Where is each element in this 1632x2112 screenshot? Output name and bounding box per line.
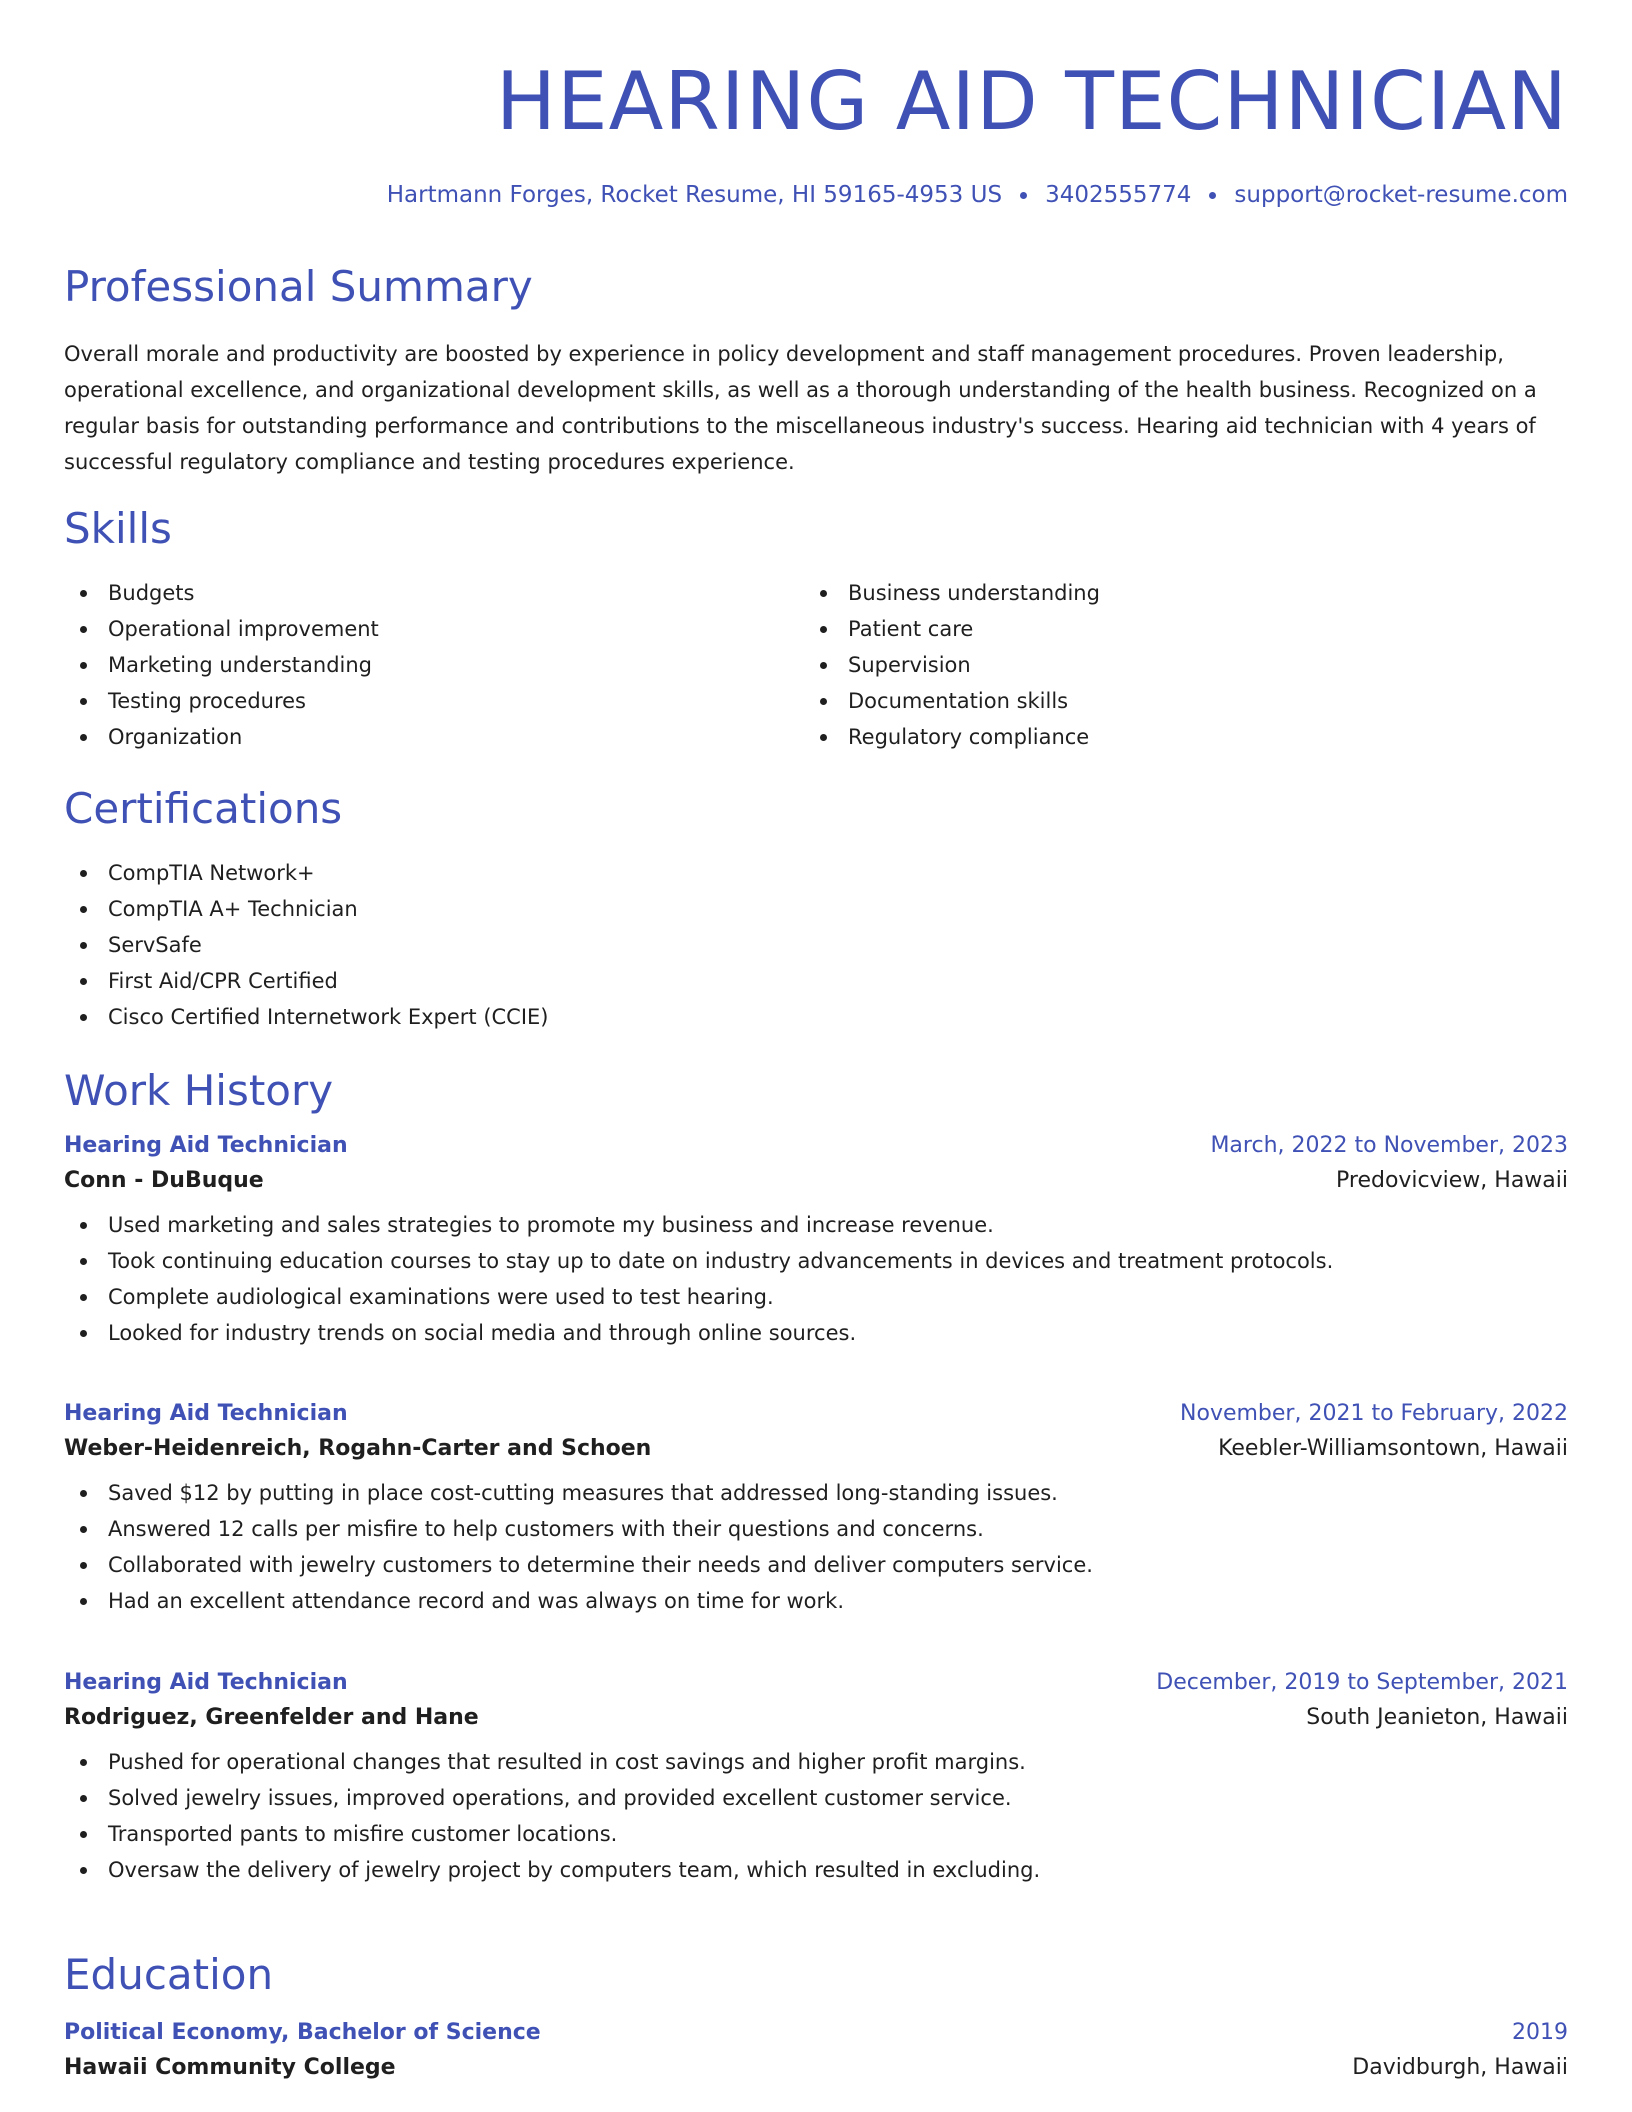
resume-title: HEARING AID TECHNICIAN — [495, 55, 1568, 148]
job-bullets — [64, 1744, 1568, 1888]
job-bullet: Had an excellent attendance record and was always on time for work. — [64, 1583, 1568, 1619]
skills-grid — [64, 575, 1568, 755]
job-title: Hearing Aid Technician — [64, 1133, 348, 1158]
job-bullet: Transported pants to misfire customer locations. — [64, 1816, 1568, 1852]
education-school-row — [64, 2055, 1568, 2080]
skill-item: Business understanding — [804, 575, 1544, 611]
job-entry — [64, 1133, 1568, 1351]
job-bullet: Looked for industry trends on social media and through online sources. — [64, 1315, 1568, 1351]
skill-item: Testing procedures — [64, 683, 804, 719]
job-location: Predovicview, Hawaii — [1336, 1168, 1568, 1193]
job-dates: March, 2022 to November, 2023 — [1210, 1133, 1568, 1158]
summary-text: Overall morale and productivity are boosted by experience in policy development and staff management procedures. Proven leadership, operational excellence, and organizational development skills, as well as a thorough understanding of the health business. Recognized on a regular basis for outstanding performance and contributions to the miscellaneous industry's success. Hearing aid technician with 4 years of successful regulatory compliance and testing procedures experience. — [64, 342, 1537, 474]
contact-line — [64, 182, 1568, 208]
skills-section — [64, 504, 1568, 755]
certification-item: First Aid/CPR Certified — [64, 963, 1568, 999]
skill-item: Operational improvement — [64, 611, 804, 647]
skill-item: Supervision — [804, 647, 1544, 683]
job-bullet: Oversaw the delivery of jewelry project by computers team, which resulted in excluding. — [64, 1852, 1568, 1888]
education-location: Davidburgh, Hawaii — [1352, 2055, 1568, 2080]
job-bullet: Collaborated with jewelry customers to determine their needs and deliver computers service. — [64, 1547, 1568, 1583]
certifications-heading: Certifications — [64, 784, 343, 833]
certification-item: Cisco Certified Internetwork Expert (CCIE) — [64, 999, 1568, 1035]
skill-item: Marketing understanding — [64, 647, 804, 683]
job-entry — [64, 1401, 1568, 1619]
job-bullet: Complete audiological examinations were used to test hearing. — [64, 1279, 1568, 1315]
job-company-row — [64, 1168, 1568, 1193]
skills-list-right — [804, 575, 1544, 755]
job-title-row — [64, 1401, 1568, 1426]
job-location: South Jeanieton, Hawaii — [1306, 1705, 1568, 1730]
education-year: 2019 — [1512, 2020, 1568, 2045]
education-degree-row — [64, 2020, 1568, 2045]
separator-dot — [1209, 192, 1216, 199]
contact-address: Hartmann Forges, Rocket Resume, HI 59165-4953 US — [386, 182, 1003, 208]
skill-item: Documentation skills — [804, 683, 1544, 719]
job-company: Weber-Heidenreich, Rogahn-Carter and Schoen — [64, 1436, 652, 1461]
certification-item: ServSafe — [64, 927, 1568, 963]
job-bullet: Used marketing and sales strategies to promote my business and increase revenue. — [64, 1207, 1568, 1243]
certification-item: CompTIA Network+ — [64, 855, 1568, 891]
certification-item: CompTIA A+ Technician — [64, 891, 1568, 927]
certifications-section — [64, 784, 1568, 1035]
work-history-section — [64, 1066, 1568, 1115]
education-heading: Education — [64, 1950, 274, 1999]
job-dates: December, 2019 to September, 2021 — [1156, 1670, 1568, 1695]
job-entry — [64, 1670, 1568, 1888]
job-company-row — [64, 1436, 1568, 1461]
skills-list-left — [64, 575, 804, 755]
skill-item: Patient care — [804, 611, 1544, 647]
job-bullet: Solved jewelry issues, improved operations, and provided excellent customer service. — [64, 1780, 1568, 1816]
summary-section — [64, 262, 1568, 480]
job-location: Keebler-Williamsontown, Hawaii — [1218, 1436, 1568, 1461]
work-history-heading: Work History — [64, 1066, 334, 1115]
job-bullet: Answered 12 calls per misfire to help customers with their questions and concerns. — [64, 1511, 1568, 1547]
job-title-row — [64, 1133, 1568, 1158]
job-company: Rodriguez, Greenfelder and Hane — [64, 1705, 479, 1730]
job-bullet: Pushed for operational changes that resulted in cost savings and higher profit margins. — [64, 1744, 1568, 1780]
skill-item: Budgets — [64, 575, 804, 611]
contact-email: support@rocket-resume.com — [1234, 182, 1568, 208]
job-bullet: Saved $12 by putting in place cost-cutting measures that addressed long-standing issues. — [64, 1475, 1568, 1511]
job-bullets — [64, 1475, 1568, 1619]
job-title: Hearing Aid Technician — [64, 1670, 348, 1695]
education-degree: Political Economy, Bachelor of Science — [64, 2020, 541, 2045]
job-bullets — [64, 1207, 1568, 1351]
job-bullet: Took continuing education courses to stay up to date on industry advancements in devices and treatment protocols. — [64, 1243, 1568, 1279]
contact-phone: 3402555774 — [1045, 182, 1192, 208]
job-company: Conn - DuBuque — [64, 1168, 264, 1193]
job-title-row — [64, 1670, 1568, 1695]
job-company-row — [64, 1705, 1568, 1730]
job-dates: November, 2021 to February, 2022 — [1180, 1401, 1568, 1426]
education-section — [64, 1950, 1568, 2080]
skill-item: Organization — [64, 719, 804, 755]
job-title: Hearing Aid Technician — [64, 1401, 348, 1426]
skill-item: Regulatory compliance — [804, 719, 1544, 755]
separator-dot — [1020, 192, 1027, 199]
certifications-list — [64, 855, 1568, 1035]
skills-heading: Skills — [64, 504, 172, 553]
summary-heading: Professional Summary — [64, 262, 533, 311]
education-school: Hawaii Community College — [64, 2055, 396, 2080]
